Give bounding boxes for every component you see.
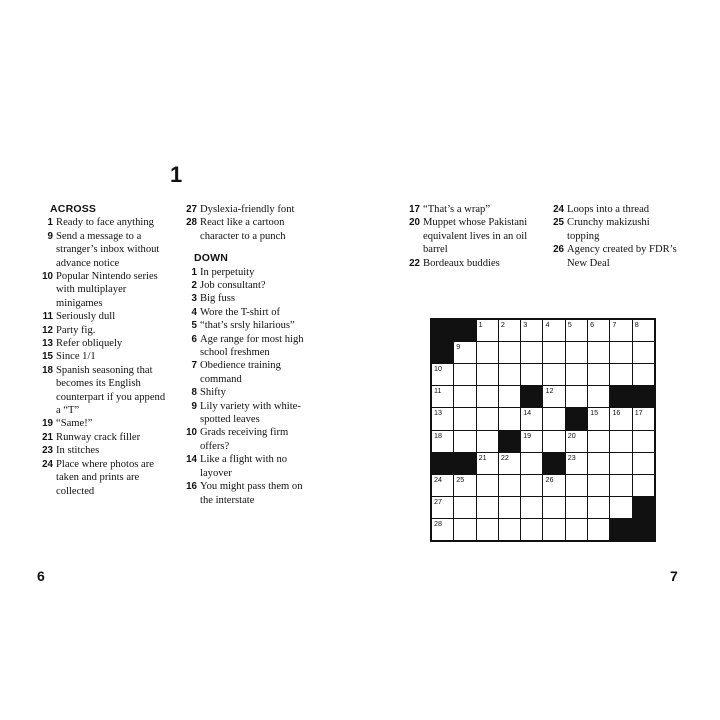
grid-cell-number: 19 — [523, 430, 532, 440]
grid-cell — [432, 364, 453, 385]
clue-item — [182, 480, 317, 507]
clue-number: 3 — [191, 293, 197, 305]
grid-cell — [610, 408, 631, 429]
clue-text: Bordeaux buddies — [423, 257, 500, 269]
grid-cell — [432, 431, 453, 452]
clue-number: 23 — [42, 445, 53, 457]
grid-cell — [588, 364, 609, 385]
grid-cell — [499, 320, 520, 341]
grid-cell — [521, 497, 542, 518]
grid-cell — [543, 408, 564, 429]
grid-cell — [477, 386, 498, 407]
grid-cell — [499, 497, 520, 518]
grid-cell — [633, 475, 654, 496]
clue-item — [38, 216, 168, 229]
grid-cell — [610, 342, 631, 363]
clue-number: 28 — [186, 217, 197, 229]
clue-number: 25 — [553, 217, 564, 229]
clue-item — [182, 400, 317, 427]
grid-cell — [454, 408, 475, 429]
clue-item — [38, 270, 168, 310]
clue-number: 19 — [42, 418, 53, 430]
grid-cell — [566, 475, 587, 496]
clue-text: Obedience training command — [200, 360, 281, 385]
clue-item — [38, 230, 168, 270]
clue-number: 2 — [191, 280, 197, 292]
grid-cell — [432, 519, 453, 540]
clue-text: Popular Nintendo series with multiplayer minigames — [56, 271, 158, 309]
puzzle-number: 1 — [170, 162, 183, 187]
grid-cell-number: 21 — [478, 452, 487, 462]
clue-number: 1 — [47, 217, 53, 229]
clue-item — [405, 216, 540, 256]
clue-item — [182, 453, 317, 480]
grid-cell-black — [521, 386, 542, 407]
clue-number: 14 — [186, 454, 197, 466]
grid-cell-number: 28 — [434, 518, 442, 528]
clue-item — [38, 310, 168, 323]
clue-text: Agency created by FDR’s New Deal — [567, 244, 677, 269]
clue-text: Shifty — [200, 387, 226, 399]
grid-cell — [432, 386, 453, 407]
clue-number: 9 — [47, 230, 53, 242]
clue-item — [182, 359, 317, 386]
grid-cell-black — [543, 453, 564, 474]
grid-cell — [499, 342, 520, 363]
grid-cell — [432, 408, 453, 429]
grid-cell-black — [454, 320, 475, 341]
clue-text: You might pass them on the interstate — [200, 481, 303, 506]
clue-number: 9 — [191, 400, 197, 412]
grid-cell — [566, 342, 587, 363]
grid-cell — [566, 497, 587, 518]
grid-cell-black — [610, 386, 631, 407]
grid-cell-number: 16 — [612, 408, 621, 418]
clue-item — [182, 306, 317, 319]
clue-number: 16 — [186, 481, 197, 493]
grid-cell — [499, 519, 520, 540]
grid-cell — [588, 386, 609, 407]
clue-text: Crunchy makizushi topping — [567, 217, 650, 242]
grid-cell — [610, 475, 631, 496]
clue-text: Grads receiving firm offers? — [200, 427, 289, 452]
grid-cell — [454, 386, 475, 407]
clue-item — [38, 458, 168, 498]
clue-text: Job consultant? — [200, 280, 266, 292]
grid-cell-number: 7 — [612, 320, 617, 329]
clue-text: “that’s srsly hilarious” — [200, 320, 295, 332]
clue-number: 13 — [42, 338, 53, 350]
clue-item — [38, 350, 168, 363]
grid-cell — [521, 364, 542, 385]
grid-cell — [454, 364, 475, 385]
clue-text: Loops into a thread — [567, 204, 650, 215]
clue-number: 10 — [42, 271, 53, 283]
clue-item — [182, 292, 317, 305]
clue-number: 11 — [42, 311, 53, 323]
grid-cell-number: 3 — [523, 320, 528, 329]
grid-cell-black — [633, 497, 654, 518]
clue-text: Ready to face anything — [56, 217, 154, 229]
grid-cell — [454, 475, 475, 496]
grid-cell — [588, 431, 609, 452]
clue-text: Dyslexia-friendly font — [200, 204, 295, 215]
grid-cell — [588, 475, 609, 496]
grid-cell-number: 6 — [590, 320, 595, 329]
clue-number: 4 — [191, 306, 197, 318]
grid-cell — [566, 431, 587, 452]
clue-text: React like a cartoon character to a punch — [200, 217, 286, 242]
grid-cell — [454, 431, 475, 452]
grid-cell — [521, 519, 542, 540]
grid-cell — [633, 408, 654, 429]
grid-cell-number: 1 — [478, 320, 483, 329]
grid-cell — [566, 320, 587, 341]
clue-item — [182, 279, 317, 292]
clue-number: 24 — [553, 204, 564, 215]
clue-text: Lily variety with white-spotted leaves — [200, 400, 301, 426]
grid-cell — [566, 453, 587, 474]
grid-cell-number: 22 — [500, 452, 509, 462]
clue-item — [405, 203, 540, 216]
clue-text: Big fuss — [200, 293, 236, 305]
grid-cell — [588, 408, 609, 429]
clue-text: Send a message to a stranger’s inbox without advance notice — [56, 230, 160, 269]
grid-cell — [633, 320, 654, 341]
grid-cell-black — [432, 320, 453, 341]
grid-cell-number: 25 — [456, 474, 465, 484]
grid-cell-black — [566, 408, 587, 429]
clue-number: 1 — [191, 266, 197, 278]
grid-cell — [432, 497, 453, 518]
clue-item — [182, 266, 317, 279]
grid-cell — [521, 475, 542, 496]
clue-number: 10 — [186, 427, 197, 439]
grid-cell — [633, 431, 654, 452]
grid-cell — [543, 364, 564, 385]
grid-cell — [477, 475, 498, 496]
grid-cell — [521, 431, 542, 452]
grid-cell — [477, 497, 498, 518]
clue-number: 22 — [409, 257, 420, 269]
grid-cell — [499, 475, 520, 496]
grid-cell — [454, 519, 475, 540]
grid-cell — [477, 453, 498, 474]
clue-text: Refer obliquely — [56, 338, 123, 350]
grid-cell — [499, 364, 520, 385]
clue-number: 15 — [42, 351, 53, 363]
clue-number: 8 — [191, 387, 197, 399]
grid-cell — [521, 342, 542, 363]
clue-text: Place where photos are taken and prints are collected — [56, 458, 154, 497]
clue-text: “Same!” — [56, 418, 93, 430]
grid-cell — [543, 497, 564, 518]
grid-cell-number: 26 — [545, 474, 554, 484]
grid-cell — [566, 519, 587, 540]
grid-cell — [543, 519, 564, 540]
grid-cell — [432, 475, 453, 496]
grid-cell-number: 5 — [567, 320, 572, 329]
clue-item — [549, 203, 684, 216]
grid-cell — [588, 497, 609, 518]
grid-cell — [521, 320, 542, 341]
clue-number: 7 — [191, 360, 197, 372]
clue-text: “That’s a wrap” — [423, 204, 491, 215]
clue-item — [38, 364, 168, 418]
grid-cell-number: 18 — [434, 430, 442, 440]
grid-cell — [477, 519, 498, 540]
grid-cell-number: 20 — [567, 430, 576, 440]
clue-text: Muppet whose Pakistani equivalent lives in an oil barrel — [423, 217, 528, 256]
clue-item — [38, 444, 168, 457]
clue-item — [549, 243, 684, 270]
grid-cell — [499, 408, 520, 429]
grid-cell — [521, 453, 542, 474]
grid-cell-black — [633, 519, 654, 540]
clue-item — [182, 386, 317, 399]
clue-number: 5 — [191, 320, 197, 332]
clue-text: Party fig. — [56, 324, 96, 336]
clue-number: 27 — [186, 204, 197, 215]
grid-cell-number: 2 — [500, 320, 505, 329]
grid-cell — [543, 431, 564, 452]
clue-text: Seriously dull — [56, 311, 116, 323]
clue-text: Spanish seasoning that becomes its English counterpart if you append a “T” — [56, 364, 166, 417]
across-heading: ACROSS — [50, 203, 97, 215]
grid-cell — [543, 342, 564, 363]
grid-cell — [633, 453, 654, 474]
clue-item — [38, 431, 168, 444]
grid-cell-number: 9 — [456, 342, 461, 352]
grid-cell-number: 24 — [434, 474, 442, 484]
clue-text: Since 1/1 — [56, 351, 96, 363]
grid-cell — [633, 342, 654, 363]
clue-item — [38, 337, 168, 350]
grid-cell — [566, 364, 587, 385]
clue-number: 26 — [553, 244, 564, 256]
clues-column-2 — [182, 203, 317, 507]
clue-item — [182, 319, 317, 332]
grid-cell — [588, 320, 609, 341]
clue-item — [182, 216, 317, 243]
grid-cell-black — [499, 431, 520, 452]
clue-number: 20 — [409, 217, 420, 229]
grid-cell — [477, 408, 498, 429]
clue-number: 18 — [42, 364, 53, 376]
grid-cell — [477, 342, 498, 363]
grid-cell-number: 14 — [523, 408, 532, 418]
grid-cell — [610, 320, 631, 341]
down-heading: DOWN — [194, 252, 229, 265]
clue-number: 6 — [191, 333, 197, 345]
grid-cell — [588, 453, 609, 474]
grid-cell-number: 23 — [567, 452, 576, 462]
clue-item — [38, 417, 168, 430]
clue-text: Age range for most high school freshmen — [200, 333, 304, 359]
clue-number: 17 — [409, 204, 420, 215]
grid-cell — [566, 386, 587, 407]
clues-column-3 — [405, 203, 540, 270]
clue-text: In perpetuity — [200, 266, 255, 278]
grid-cell-black — [454, 453, 475, 474]
grid-cell-number: 17 — [634, 408, 643, 418]
clue-number: 24 — [42, 458, 53, 470]
grid-cell-black — [432, 453, 453, 474]
grid-cell-number: 15 — [590, 408, 599, 418]
grid-cell-black — [633, 386, 654, 407]
grid-cell — [499, 453, 520, 474]
crossword-grid — [430, 318, 656, 542]
grid-cell — [588, 519, 609, 540]
clue-text: Runway crack filler — [56, 431, 141, 443]
grid-cell — [499, 386, 520, 407]
clue-number: 12 — [42, 324, 53, 336]
grid-cell — [610, 431, 631, 452]
grid-cell-black — [610, 519, 631, 540]
grid-cell-number: 27 — [434, 496, 442, 506]
grid-cell — [521, 408, 542, 429]
grid-cell — [588, 342, 609, 363]
clue-text: Like a flight with no layover — [200, 454, 288, 479]
page-number-left: 6 — [37, 568, 45, 584]
grid-cell — [477, 431, 498, 452]
grid-cell — [610, 364, 631, 385]
clues-column-4 — [549, 203, 684, 270]
grid-cell-number: 11 — [434, 386, 442, 396]
page-number-right: 7 — [670, 568, 678, 584]
grid-cell — [610, 497, 631, 518]
clue-number: 21 — [42, 431, 53, 443]
clue-item — [549, 216, 684, 243]
grid-cell — [454, 497, 475, 518]
grid-cell — [543, 475, 564, 496]
grid-cell-number: 8 — [634, 320, 639, 329]
clue-text: Wore the T-shirt of — [200, 306, 281, 318]
grid-cell-number: 10 — [434, 364, 442, 374]
grid-cell-number: 4 — [545, 320, 550, 329]
grid-cell-number: 12 — [545, 386, 554, 396]
grid-cell — [543, 320, 564, 341]
clue-item — [182, 203, 317, 216]
clue-item — [182, 333, 317, 360]
grid-cell — [477, 320, 498, 341]
grid-cell — [633, 364, 654, 385]
grid-cell — [543, 386, 564, 407]
grid-cell — [610, 453, 631, 474]
clues-column-1 — [38, 203, 168, 498]
clue-item — [38, 324, 168, 337]
grid-cell — [454, 342, 475, 363]
grid-cell-number: 13 — [434, 408, 442, 418]
grid-cell-black — [432, 342, 453, 363]
grid-cell — [477, 364, 498, 385]
clue-text: In stitches — [56, 445, 100, 457]
clue-item — [182, 426, 317, 453]
clue-item — [405, 257, 540, 270]
